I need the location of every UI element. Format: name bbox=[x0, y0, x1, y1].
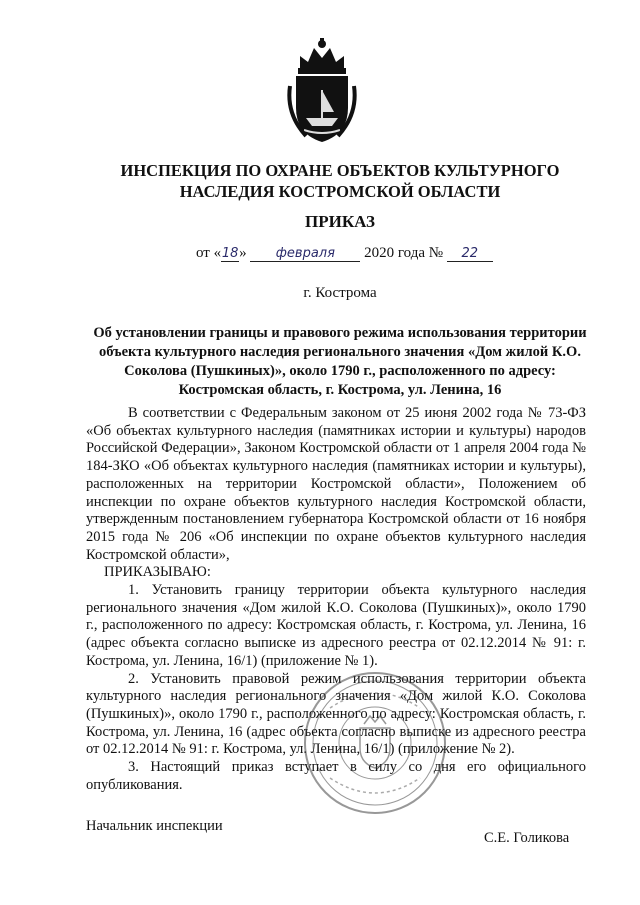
order-item-1: 1. Установить границу территории объекта культурного наследия регионального значения «Дом жилой К.О. Соколова (Пушкиных)», около 1790 г., расположенного по адресу: Костромская область, г. Кострома, ул. Ленина, 16 (адрес объекта согласно выписке из адресного реестра от 02.12.2014 № 91: г. Кострома, ул. Ленина, 16/1) (приложение № 1). bbox=[86, 582, 586, 669]
order-item-3: 3. Настоящий приказ вступает в силу со дня его официального опубликования. bbox=[86, 759, 586, 793]
org-line-2: НАСЛЕДИЯ КОСТРОМСКОЙ ОБЛАСТИ bbox=[179, 182, 501, 201]
order-number: 22 bbox=[447, 246, 493, 262]
date-prefix: от « bbox=[196, 245, 222, 261]
date-day: 18 bbox=[221, 246, 239, 261]
organization-title bbox=[60, 160, 620, 202]
document-type: ПРИКАЗ bbox=[305, 212, 375, 231]
org-line-1: ИНСПЕКЦИЯ ПО ОХРАНЕ ОБЪЕКТОВ КУЛЬТУРНОГО bbox=[120, 161, 560, 180]
date-number-line bbox=[196, 245, 493, 262]
order-subject: Об установлении границы и правового режима использования территории объекта культурного наследия регионального значения «Дом жилой К.О. Соколова (Пушкиных)», около 1790 г., расположенного по адресу: Костромская область, г. Кострома, ул. Ленина, 16 bbox=[93, 325, 587, 398]
signature-position: Начальник инспекции bbox=[86, 818, 223, 834]
date-year: 2020 года № bbox=[364, 245, 444, 261]
round-seal-stamp-icon bbox=[300, 668, 450, 818]
coat-of-arms-icon bbox=[286, 38, 358, 148]
city: г. Кострома bbox=[303, 285, 377, 301]
order-item-2: 2. Установить правовой режим использования территории объекта культурного наследия регионального значения «Дом жилой К.О. Соколова (Пушкиных)», около 1790 г., расположенного по адресу: Костромская область, г. Кострома, ул. Ленина, 16 (адрес объекта согласно выписке из адресного реестра от 02.12.2014 № 91: г. Кострома, ул. Ленина, 16/1) (приложение № 2). bbox=[86, 670, 586, 758]
order-verb: ПРИКАЗЫВАЮ: bbox=[104, 564, 211, 581]
date-mid: » bbox=[239, 245, 247, 261]
signature-name: С.Е. Голикова bbox=[484, 830, 570, 846]
preamble: В соответствии с Федеральным законом от 25 июня 2002 года № 73-ФЗ «Об объектах культурного наследия (памятниках истории и культуры) народов Российской Федерации», Законом Костромской области от 1 апреля 2004 года № 184-ЗКО «Об объектах культурного наследия (памятниках истории и культуры), расположенных на территории Костромской области», Положением об инспекции по охране объектов культурного наследия Костромской области, утвержденным постановлением губернатора Костромской области от 16 ноября 2015 года № 206 «Об инспекции по охране объектов культурного наследия Костромской области», bbox=[86, 405, 586, 563]
date-month: февраля bbox=[250, 246, 360, 262]
